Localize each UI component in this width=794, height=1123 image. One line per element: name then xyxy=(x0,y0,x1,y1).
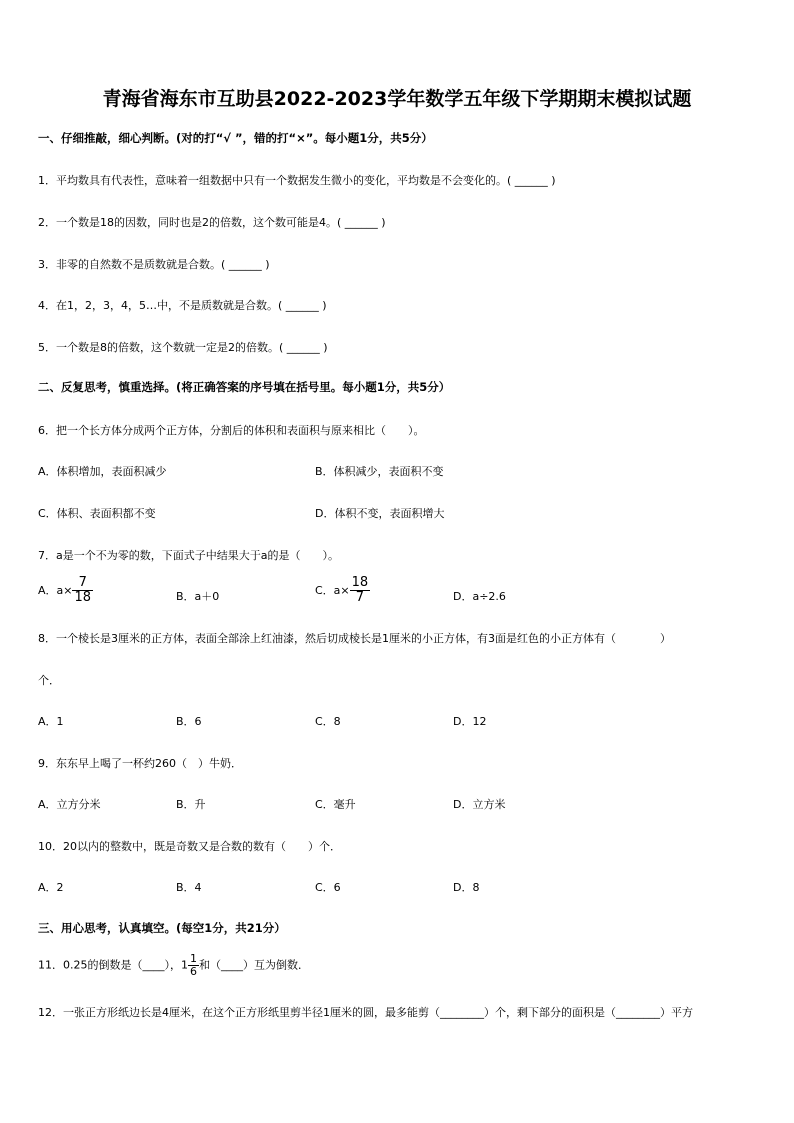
question-11-suffix: 和（____）互为倒数． xyxy=(199,958,309,972)
question-6-stem: 6．把一个长方体分成两个正方体，分割后的体积和表面积与原来相比（ ）。 xyxy=(38,424,425,437)
question-6-option-c: C．体积、表面积都不变 xyxy=(38,507,156,520)
question-9-option-c: C．毫升 xyxy=(315,798,356,811)
fraction-numerator: 7 xyxy=(72,576,93,591)
question-8-stem: 8．一个棱长是3厘米的正方体，表面全部涂上红油漆，然后切成棱长是1厘米的小正方体，有3面是红色的小正方体有（ ） xyxy=(38,632,671,645)
question-8-option-a: A．1 xyxy=(38,715,64,728)
question-10-option-d: D．8 xyxy=(453,881,480,894)
question-7-option-d: D．a÷2.6 xyxy=(453,590,506,603)
fraction-numerator: 18 xyxy=(351,575,369,590)
fraction-numerator: 1 xyxy=(190,952,197,965)
question-8-option-b: B．6 xyxy=(176,715,202,728)
question-10-option-c: C．6 xyxy=(315,881,341,894)
question-6-option-b: B．体积减少，表面积不变 xyxy=(315,465,444,478)
question-5: 5．一个数是8的倍数，这个数就一定是2的倍数。( ______ ) xyxy=(38,341,328,354)
question-6-option-a: A．体积增加，表面积减少 xyxy=(38,465,167,478)
option-a-prefix: A．a× xyxy=(38,583,73,597)
fraction-7-18 xyxy=(72,576,93,606)
section-heading-choice: 二、反复思考，慎重选择。(将正确答案的序号填在括号里。每小题1分，共5分） xyxy=(38,380,451,394)
fraction-1-6 xyxy=(188,953,199,978)
question-8-option-c: C．8 xyxy=(315,715,341,728)
fraction-denominator: 18 xyxy=(74,590,92,606)
question-8-option-d: D．12 xyxy=(453,715,487,728)
option-c-prefix: C．a× xyxy=(315,583,350,597)
question-3: 3．非零的自然数不是质数就是合数。( ______ ) xyxy=(38,258,270,271)
question-10-option-a: A．2 xyxy=(38,881,64,894)
question-1: 1．平均数具有代表性，意味着一组数据中只有一个数据发生微小的变化，平均数是不会变化的。( ______ ) xyxy=(38,174,556,187)
question-7-option-a xyxy=(38,576,93,606)
question-10-stem: 10．20以内的整数中，既是奇数又是合数的数有（ ）个． xyxy=(38,840,341,853)
question-9-option-b: B．升 xyxy=(176,798,206,811)
question-9-stem: 9．东东早上喝了一杯约260（ ）牛奶． xyxy=(38,757,242,770)
question-10-option-b: B．4 xyxy=(176,881,202,894)
section-heading-fill-in: 三、用心思考，认真填空。(每空1分，共21分） xyxy=(38,921,286,935)
question-4: 4．在1，2，3，4，5…中，不是质数就是合数。( ______ ) xyxy=(38,299,327,312)
question-8-stem-cont: 个． xyxy=(38,674,60,687)
page-title: 青海省海东市互助县2022-2023学年数学五年级下学期期末模拟试题 xyxy=(102,88,692,110)
question-9-option-a: A．立方分米 xyxy=(38,798,101,811)
section-heading-judgment: 一、仔细推敲，细心判断。(对的打“√ ”，错的打“×”。每小题1分，共5分） xyxy=(38,131,433,145)
question-7-stem: 7．a是一个不为零的数，下面式子中结果大于a的是（ ）。 xyxy=(38,549,339,562)
question-12: 12．一张正方形纸边长是4厘米，在这个正方形纸里剪半径1厘米的圆，最多能剪（________）个，剩下部分的面积是（________）平方 xyxy=(38,1006,693,1019)
question-2: 2．一个数是18的因数，同时也是2的倍数，这个数可能是4。( ______ ) xyxy=(38,216,386,229)
question-9-option-d: D．立方米 xyxy=(453,798,506,811)
question-7-option-b: B．a＋0 xyxy=(176,590,220,603)
question-11 xyxy=(38,953,309,978)
question-6-option-d: D．体积不变，表面积增大 xyxy=(315,507,445,520)
fraction-18-7 xyxy=(350,576,371,606)
fraction-denominator: 7 xyxy=(355,590,365,606)
fraction-denominator: 6 xyxy=(190,965,197,979)
question-7-option-c xyxy=(315,576,370,606)
question-11-prefix: 11．0.25的倒数是（____），1 xyxy=(38,958,188,972)
